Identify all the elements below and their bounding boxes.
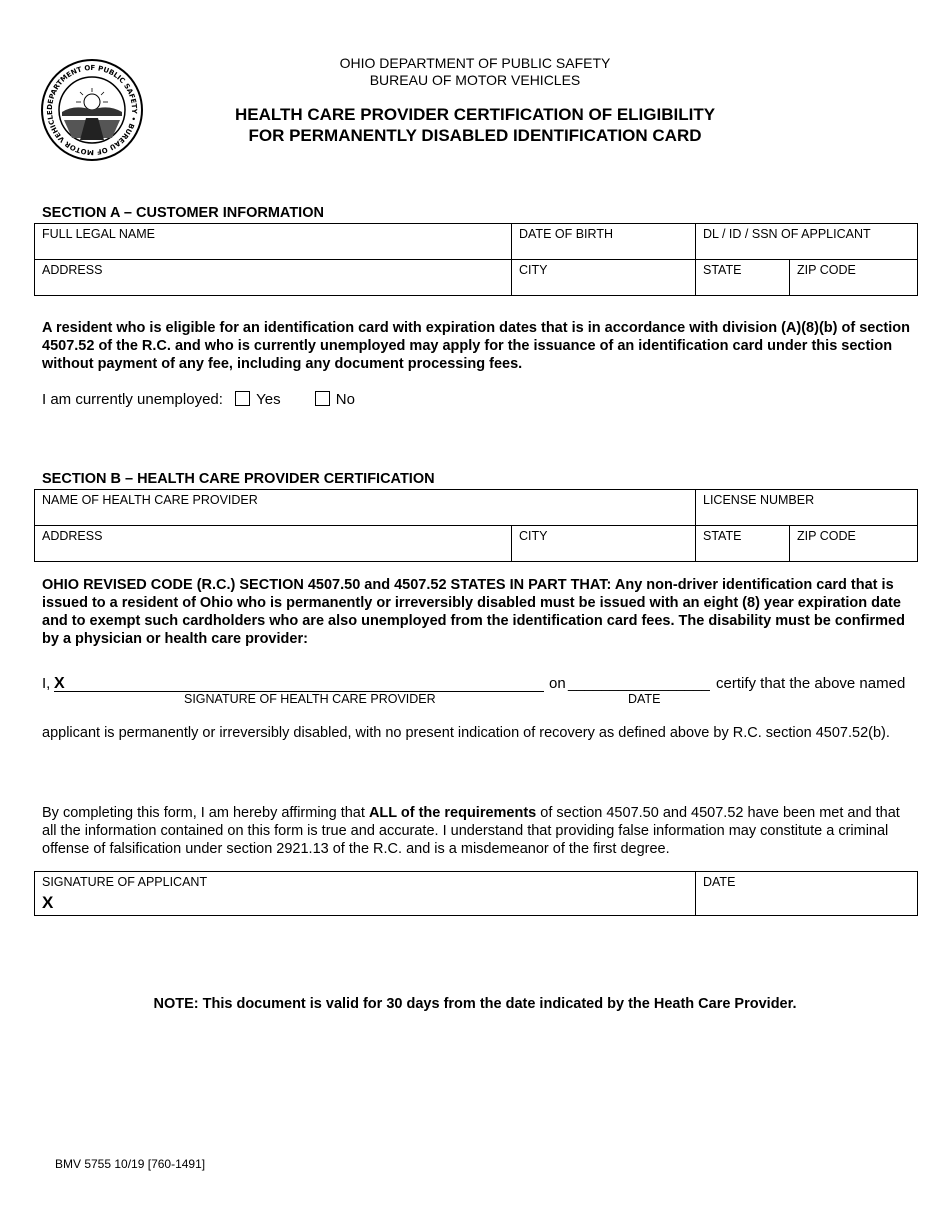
department-name: OHIO DEPARTMENT OF PUBLIC SAFETY [339,55,611,71]
provider-name-field[interactable] [35,490,696,526]
applicant-date-field[interactable] [696,872,918,916]
field-label: CITY [519,529,548,543]
provider-signature-label: SIGNATURE OF HEALTH CARE PROVIDER [184,692,436,706]
license-number-field[interactable] [696,490,918,526]
field-label: FULL LEGAL NAME [42,227,156,241]
zip-code-field[interactable] [790,260,918,296]
affirmation-part2: of section 4507.50 and 4507.52 have been met and that all the information contained on this form is true and accurate. I understand that providing false information may constitute a criminal offense of falsification under section 2921.13 of the R.C. and is a misdemeanor of the first degree. [42,805,900,857]
date-of-birth-field[interactable] [512,224,696,260]
provider-address-field[interactable] [35,526,512,562]
no-checkbox[interactable] [315,391,330,406]
applicant-x-mark: X [42,893,54,912]
field-label: ZIP CODE [797,529,856,543]
provider-x-mark: X [54,675,65,692]
provider-city-field[interactable] [512,526,696,562]
ohio-bmv-seal [40,58,144,162]
field-label: STATE [703,529,742,543]
field-label: DATE OF BIRTH [519,227,613,241]
state-field[interactable] [696,260,790,296]
field-label: DATE [703,875,736,889]
bureau-name: BUREAU OF MOTOR VEHICLES [369,72,581,88]
yes-checkbox[interactable] [235,391,250,406]
field-label: STATE [703,263,742,277]
field-label: ADDRESS [42,263,103,277]
full-legal-name-field[interactable] [35,224,512,260]
orc-paragraph: OHIO REVISED CODE (R.C.) SECTION 4507.50 and 4507.52 STATES IN PART THAT: Any non-driver identification card that is issued to a resident of Ohio who is permanently or irreversibly disabled must be issued with an eight (8) year expiration date and to exempt such cardholders who are also unemployed from the identification card fees. The disability must be confirmed by a physician or health care provider: [42,577,905,647]
seal-text: DEPARTMENT OF PUBLIC SAFETY • BUREAU OF MOTOR VEHICLE [45,63,139,157]
section-b-table [34,489,918,562]
section-a-title: SECTION A – CUSTOMER INFORMATION [42,205,324,221]
affirmation-part1: By completing this form, I am hereby affirming that [42,805,369,821]
address-field[interactable] [35,260,512,296]
form-title-line2: FOR PERMANENTLY DISABLED IDENTIFICATION CARD [248,126,702,145]
field-label: ZIP CODE [797,263,856,277]
field-label: SIGNATURE OF APPLICANT [42,875,208,889]
cert-certify-text: certify that the above named [716,675,906,692]
seal-graphic [40,58,144,162]
city-field[interactable] [512,260,696,296]
section-b-title: SECTION B – HEALTH CARE PROVIDER CERTIFICATION [42,471,435,487]
field-label: DL / ID / SSN OF APPLICANT [703,227,871,241]
field-label: CITY [519,263,548,277]
applicant-signature-field[interactable] [35,872,696,916]
field-label: LICENSE NUMBER [703,493,815,507]
affirmation-paragraph [42,804,912,858]
unemployed-yes-option[interactable] [235,391,280,408]
provider-state-field[interactable] [696,526,790,562]
certification-statement: applicant is permanently or irreversibly disabled, with no present indication of recovery as defined above by R.C. section 4507.52(b). [42,725,890,741]
form-title-line1: HEALTH CARE PROVIDER CERTIFICATION OF ELIGIBILITY [234,105,716,124]
yes-label: Yes [256,391,281,408]
section-a-table [34,223,918,296]
unemployed-label: I am currently unemployed: [42,391,223,408]
field-label: NAME OF HEALTH CARE PROVIDER [42,493,258,507]
dl-id-ssn-field[interactable] [696,224,918,260]
affirmation-bold: ALL of the requirements [368,805,537,821]
provider-signature-line[interactable] [54,675,544,692]
validity-note: NOTE: This document is valid for 30 days from the date indicated by the Heath Care Provider. [153,996,797,1012]
cert-on: on [549,675,566,692]
applicant-signature-table [34,871,918,916]
form-number: BMV 5755 10/19 [760-1491] [55,1157,206,1171]
eligibility-paragraph: A resident who is eligible for an identification card with expiration dates that is in accordance with division (A)(8)(b) of section 4507.52 of the R.C. and who is currently unemployed may apply for the issuance of an identification card under this section without payment of any fee, including any document processing fees. [42,320,910,372]
unemployed-question [42,391,355,408]
cert-prefix: I, [42,675,51,692]
cert-date-blank[interactable]: _________________ [568,675,710,692]
no-label: No [335,391,355,408]
certification-line [42,675,912,695]
cert-date-label: DATE [628,692,661,706]
unemployed-no-option[interactable] [315,391,355,408]
provider-zip-code-field[interactable] [790,526,918,562]
field-label: ADDRESS [42,529,103,543]
